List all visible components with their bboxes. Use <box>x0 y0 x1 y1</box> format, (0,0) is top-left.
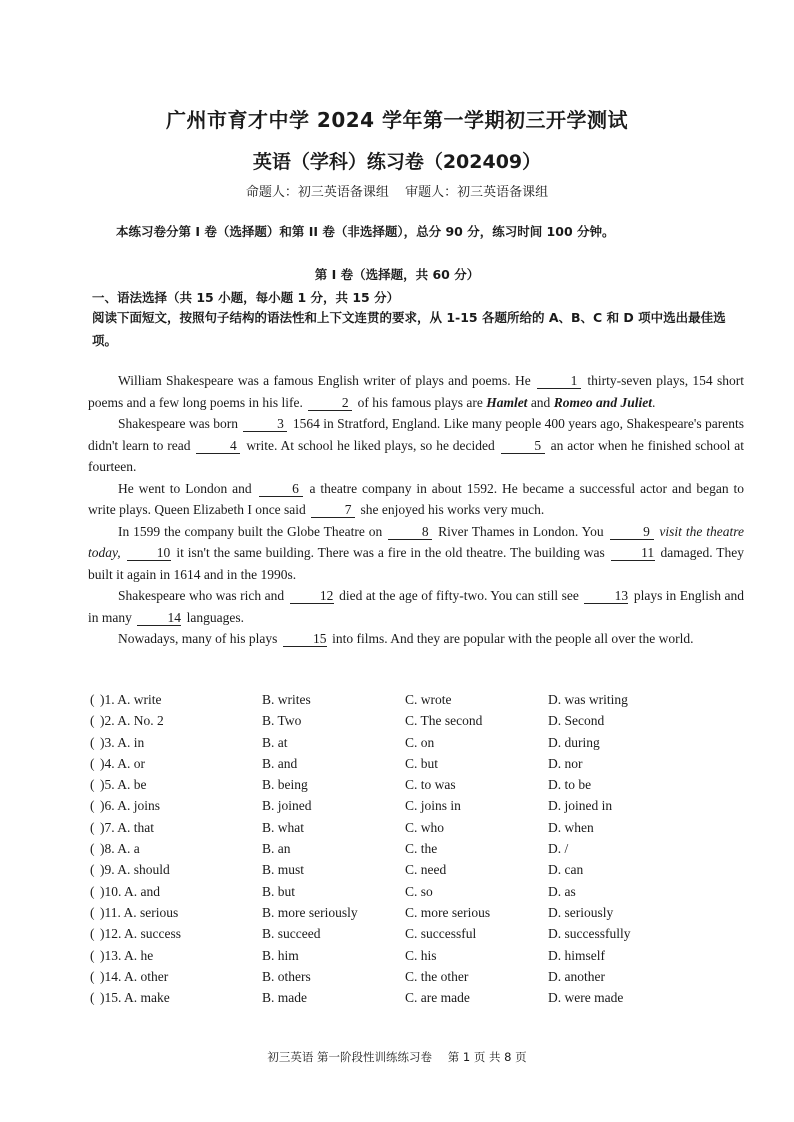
option-c[interactable]: C. but <box>405 755 439 771</box>
option-d[interactable]: D. Second <box>548 713 605 729</box>
option-c[interactable]: C. more serious <box>405 904 491 920</box>
option-d[interactable]: D. / <box>548 841 569 857</box>
option-c[interactable]: C. wrote <box>405 692 452 707</box>
answer-bracket[interactable]: ( <box>90 777 95 793</box>
option-b[interactable]: B. joined <box>262 798 312 814</box>
question-row <box>90 777 710 798</box>
option-a[interactable]: )7. A. that <box>100 819 154 835</box>
part-heading: 第 I 卷（选择题，共 60 分） <box>314 267 480 282</box>
passage-paragraph <box>88 370 744 413</box>
blank-12[interactable]: 12 <box>290 588 334 604</box>
passage-text: plays in English and in many <box>88 588 745 625</box>
section-instructions: 阅读下面短文，按照句子结构的语法性和上下文连贯的要求，从 1-15 各题所给的 A、B、C 和 D 项中选出最佳选项。 <box>92 310 726 348</box>
setter: 命题人：初三英语备课组 <box>245 185 389 200</box>
option-c[interactable]: C. his <box>405 947 437 963</box>
option-b[interactable]: B. more seriously <box>262 904 358 920</box>
option-d[interactable]: D. to be <box>548 777 592 793</box>
option-b[interactable]: B. him <box>262 947 299 963</box>
blank-15[interactable]: 15 <box>283 631 327 647</box>
option-a[interactable]: )13. A. he <box>100 947 154 963</box>
answer-bracket[interactable]: ( <box>90 947 95 963</box>
option-b[interactable]: B. but <box>262 883 296 899</box>
passage-text: Shakespeare who was rich and <box>118 588 285 603</box>
cloze-passage <box>88 370 744 650</box>
option-b[interactable]: B. must <box>262 862 305 878</box>
question-row <box>90 735 710 756</box>
option-a[interactable]: )14. A. other <box>100 968 169 984</box>
option-b[interactable]: B. being <box>262 777 308 793</box>
answer-bracket[interactable]: ( <box>90 990 95 1006</box>
answer-bracket[interactable]: ( <box>90 819 95 835</box>
blank-5[interactable]: 5 <box>501 438 545 454</box>
passage-text: an actor when he finished school at fourteen. <box>88 437 745 474</box>
footer-course: 初三英语 第一阶段性训练练习卷 <box>267 1050 433 1064</box>
passage-text: 1564 in Stratford, England. Like many people 400 years ago, Shakespeare's parents didn't learn to read <box>88 416 744 453</box>
option-d[interactable]: D. seriously <box>548 904 614 920</box>
option-d[interactable]: D. were made <box>548 990 624 1006</box>
option-b[interactable]: B. and <box>262 755 298 771</box>
blank-1[interactable]: 1 <box>537 373 581 389</box>
passage-text: languages. <box>186 609 244 625</box>
question-row <box>90 820 710 841</box>
question-row <box>90 926 710 947</box>
option-c[interactable]: C. need <box>405 862 447 878</box>
passage-text: visit the theatre today, <box>88 523 744 560</box>
blank-9[interactable]: 9 <box>610 524 654 540</box>
passage-text: Shakespeare was born <box>118 416 239 431</box>
question-row <box>90 990 710 1011</box>
option-a[interactable]: )15. A. make <box>100 990 170 1006</box>
play-title-romeo: Romeo and Juliet <box>553 394 652 410</box>
option-c[interactable]: C. who <box>405 819 445 835</box>
answer-bracket[interactable]: ( <box>90 713 95 729</box>
option-a[interactable]: )4. A. or <box>100 755 145 771</box>
passage-text: Nowadays, many of his plays <box>118 631 278 646</box>
option-d[interactable]: D. during <box>548 734 600 750</box>
passage-text: of his famous plays are <box>357 394 483 410</box>
question-row <box>90 905 710 926</box>
passage-text: thirty-seven plays, 154 short poems and a few long poems in his life. <box>88 373 745 410</box>
passage-paragraph <box>88 521 744 586</box>
passage-text: In 1599 the company built the Globe Theatre on <box>118 523 383 539</box>
option-b[interactable]: B. an <box>262 841 291 857</box>
option-d[interactable]: D. nor <box>548 755 583 771</box>
option-a[interactable]: )12. A. success <box>100 926 181 942</box>
option-d[interactable]: D. another <box>548 968 605 984</box>
answer-bracket[interactable]: ( <box>90 904 95 920</box>
option-c[interactable]: C. so <box>405 883 433 899</box>
passage-text: William Shakespeare was a famous English writer of plays and poems. He <box>118 373 531 388</box>
option-c[interactable]: C. successful <box>405 926 477 942</box>
passage-text: . <box>651 394 656 410</box>
option-c[interactable]: C. The second <box>405 713 483 729</box>
answer-options-list <box>90 692 710 1011</box>
option-d[interactable]: D. was writing <box>548 692 628 707</box>
option-d[interactable]: D. can <box>548 862 584 878</box>
option-b[interactable]: B. writes <box>262 692 311 707</box>
answer-bracket[interactable]: ( <box>90 734 95 750</box>
answer-bracket[interactable]: ( <box>90 883 95 899</box>
answer-bracket[interactable]: ( <box>90 798 95 814</box>
exam-title: 广州市育才中学 2024 学年第一学期初三开学测试 <box>165 108 629 132</box>
authors-line <box>0 181 794 200</box>
answer-bracket[interactable]: ( <box>90 926 95 942</box>
blank-8[interactable]: 8 <box>388 524 432 540</box>
option-c[interactable]: C. are made <box>405 990 470 1006</box>
option-c[interactable]: C. the <box>405 841 438 857</box>
answer-bracket[interactable]: ( <box>90 692 95 707</box>
section-heading: 一、语法选择（共 15 小题，每小题 1 分，共 15 分） <box>92 290 400 305</box>
question-row <box>90 841 710 862</box>
option-d[interactable]: D. successfully <box>548 926 631 942</box>
option-a[interactable]: )6. A. joins <box>100 798 161 814</box>
option-a[interactable]: )8. A. a <box>100 841 140 857</box>
passage-paragraph <box>88 585 744 628</box>
question-row <box>90 884 710 905</box>
blank-14[interactable]: 14 <box>137 610 181 626</box>
answer-bracket[interactable]: ( <box>90 841 95 857</box>
question-row <box>90 969 710 990</box>
option-b[interactable]: B. made <box>262 990 307 1006</box>
passage-text: she enjoyed his works very much. <box>360 502 545 517</box>
question-row <box>90 862 710 883</box>
option-d[interactable]: D. as <box>548 883 576 899</box>
option-d[interactable]: D. joined in <box>548 798 613 814</box>
answer-bracket[interactable]: ( <box>90 755 95 771</box>
option-a[interactable]: )1. A. write <box>100 692 162 707</box>
passage-text: write. At school he liked plays, so he decided <box>246 437 495 453</box>
passage-text: a theatre company in about 1592. He became a successful actor and began to write plays. Queen Elizabeth I once said <box>88 480 745 517</box>
question-row <box>90 756 710 777</box>
passage-text: it isn't the same building. There was a fire in the old theatre. The building was <box>176 545 605 560</box>
passage-text: and <box>530 394 551 410</box>
blank-13[interactable]: 13 <box>584 588 628 604</box>
answer-bracket[interactable]: ( <box>90 968 95 984</box>
blank-3[interactable]: 3 <box>243 416 287 432</box>
option-b[interactable]: B. succeed <box>262 926 321 942</box>
blank-10[interactable]: 10 <box>127 545 171 561</box>
play-title-hamlet: Hamlet <box>486 394 528 410</box>
blank-7[interactable]: 7 <box>311 502 355 518</box>
blank-4[interactable]: 4 <box>196 438 240 454</box>
option-a[interactable]: )5. A. be <box>100 777 147 793</box>
page-number: 第 1 页 共 8 页 <box>447 1050 527 1064</box>
option-a[interactable]: )11. A. serious <box>100 904 179 920</box>
blank-2[interactable]: 2 <box>308 395 352 411</box>
blank-6[interactable]: 6 <box>259 481 303 497</box>
blank-11[interactable]: 11 <box>611 545 655 561</box>
answer-bracket[interactable]: ( <box>90 862 95 878</box>
question-row <box>90 798 710 819</box>
option-b[interactable]: B. Two <box>262 713 302 729</box>
reviewer: 审题人：初三英语备课组 <box>405 185 549 200</box>
option-c[interactable]: C. joins in <box>405 798 461 814</box>
option-c[interactable]: C. the other <box>405 968 469 984</box>
passage-paragraph <box>88 413 744 478</box>
option-a[interactable]: )9. A. should <box>100 862 170 878</box>
passage-paragraph <box>88 628 744 650</box>
passage-text: He went to London and <box>118 480 252 496</box>
option-d[interactable]: D. when <box>548 819 594 835</box>
option-a[interactable]: )3. A. in <box>100 734 145 750</box>
passage-text: died at the age of fifty-two. You can still see <box>339 588 579 603</box>
passage-text: into films. And they are popular with the people all over the world. <box>332 631 694 646</box>
exam-subtitle: 英语（学科）练习卷（202409） <box>252 151 542 173</box>
exam-intro: 本练习卷分第 I 卷（选择题）和第 II 卷（非选择题），总分 90 分，练习时间 100 分钟。 <box>116 224 615 239</box>
passage-paragraph <box>88 478 744 521</box>
passage-text: damaged. They built it again in 1614 and in the 1990s. <box>88 545 745 582</box>
passage-text: River Thames in London. You <box>438 523 604 539</box>
option-d[interactable]: D. himself <box>548 947 605 963</box>
question-row <box>90 948 710 969</box>
option-b[interactable]: B. others <box>262 968 311 984</box>
question-row <box>90 713 710 734</box>
question-row <box>90 692 710 713</box>
option-a[interactable]: )10. A. and <box>100 883 160 899</box>
option-b[interactable]: B. what <box>262 819 304 835</box>
option-b[interactable]: B. at <box>262 734 288 750</box>
option-c[interactable]: C. on <box>405 734 435 750</box>
option-a[interactable]: )2. A. No. 2 <box>100 713 164 729</box>
page-footer <box>0 1049 794 1065</box>
option-c[interactable]: C. to was <box>405 777 456 793</box>
